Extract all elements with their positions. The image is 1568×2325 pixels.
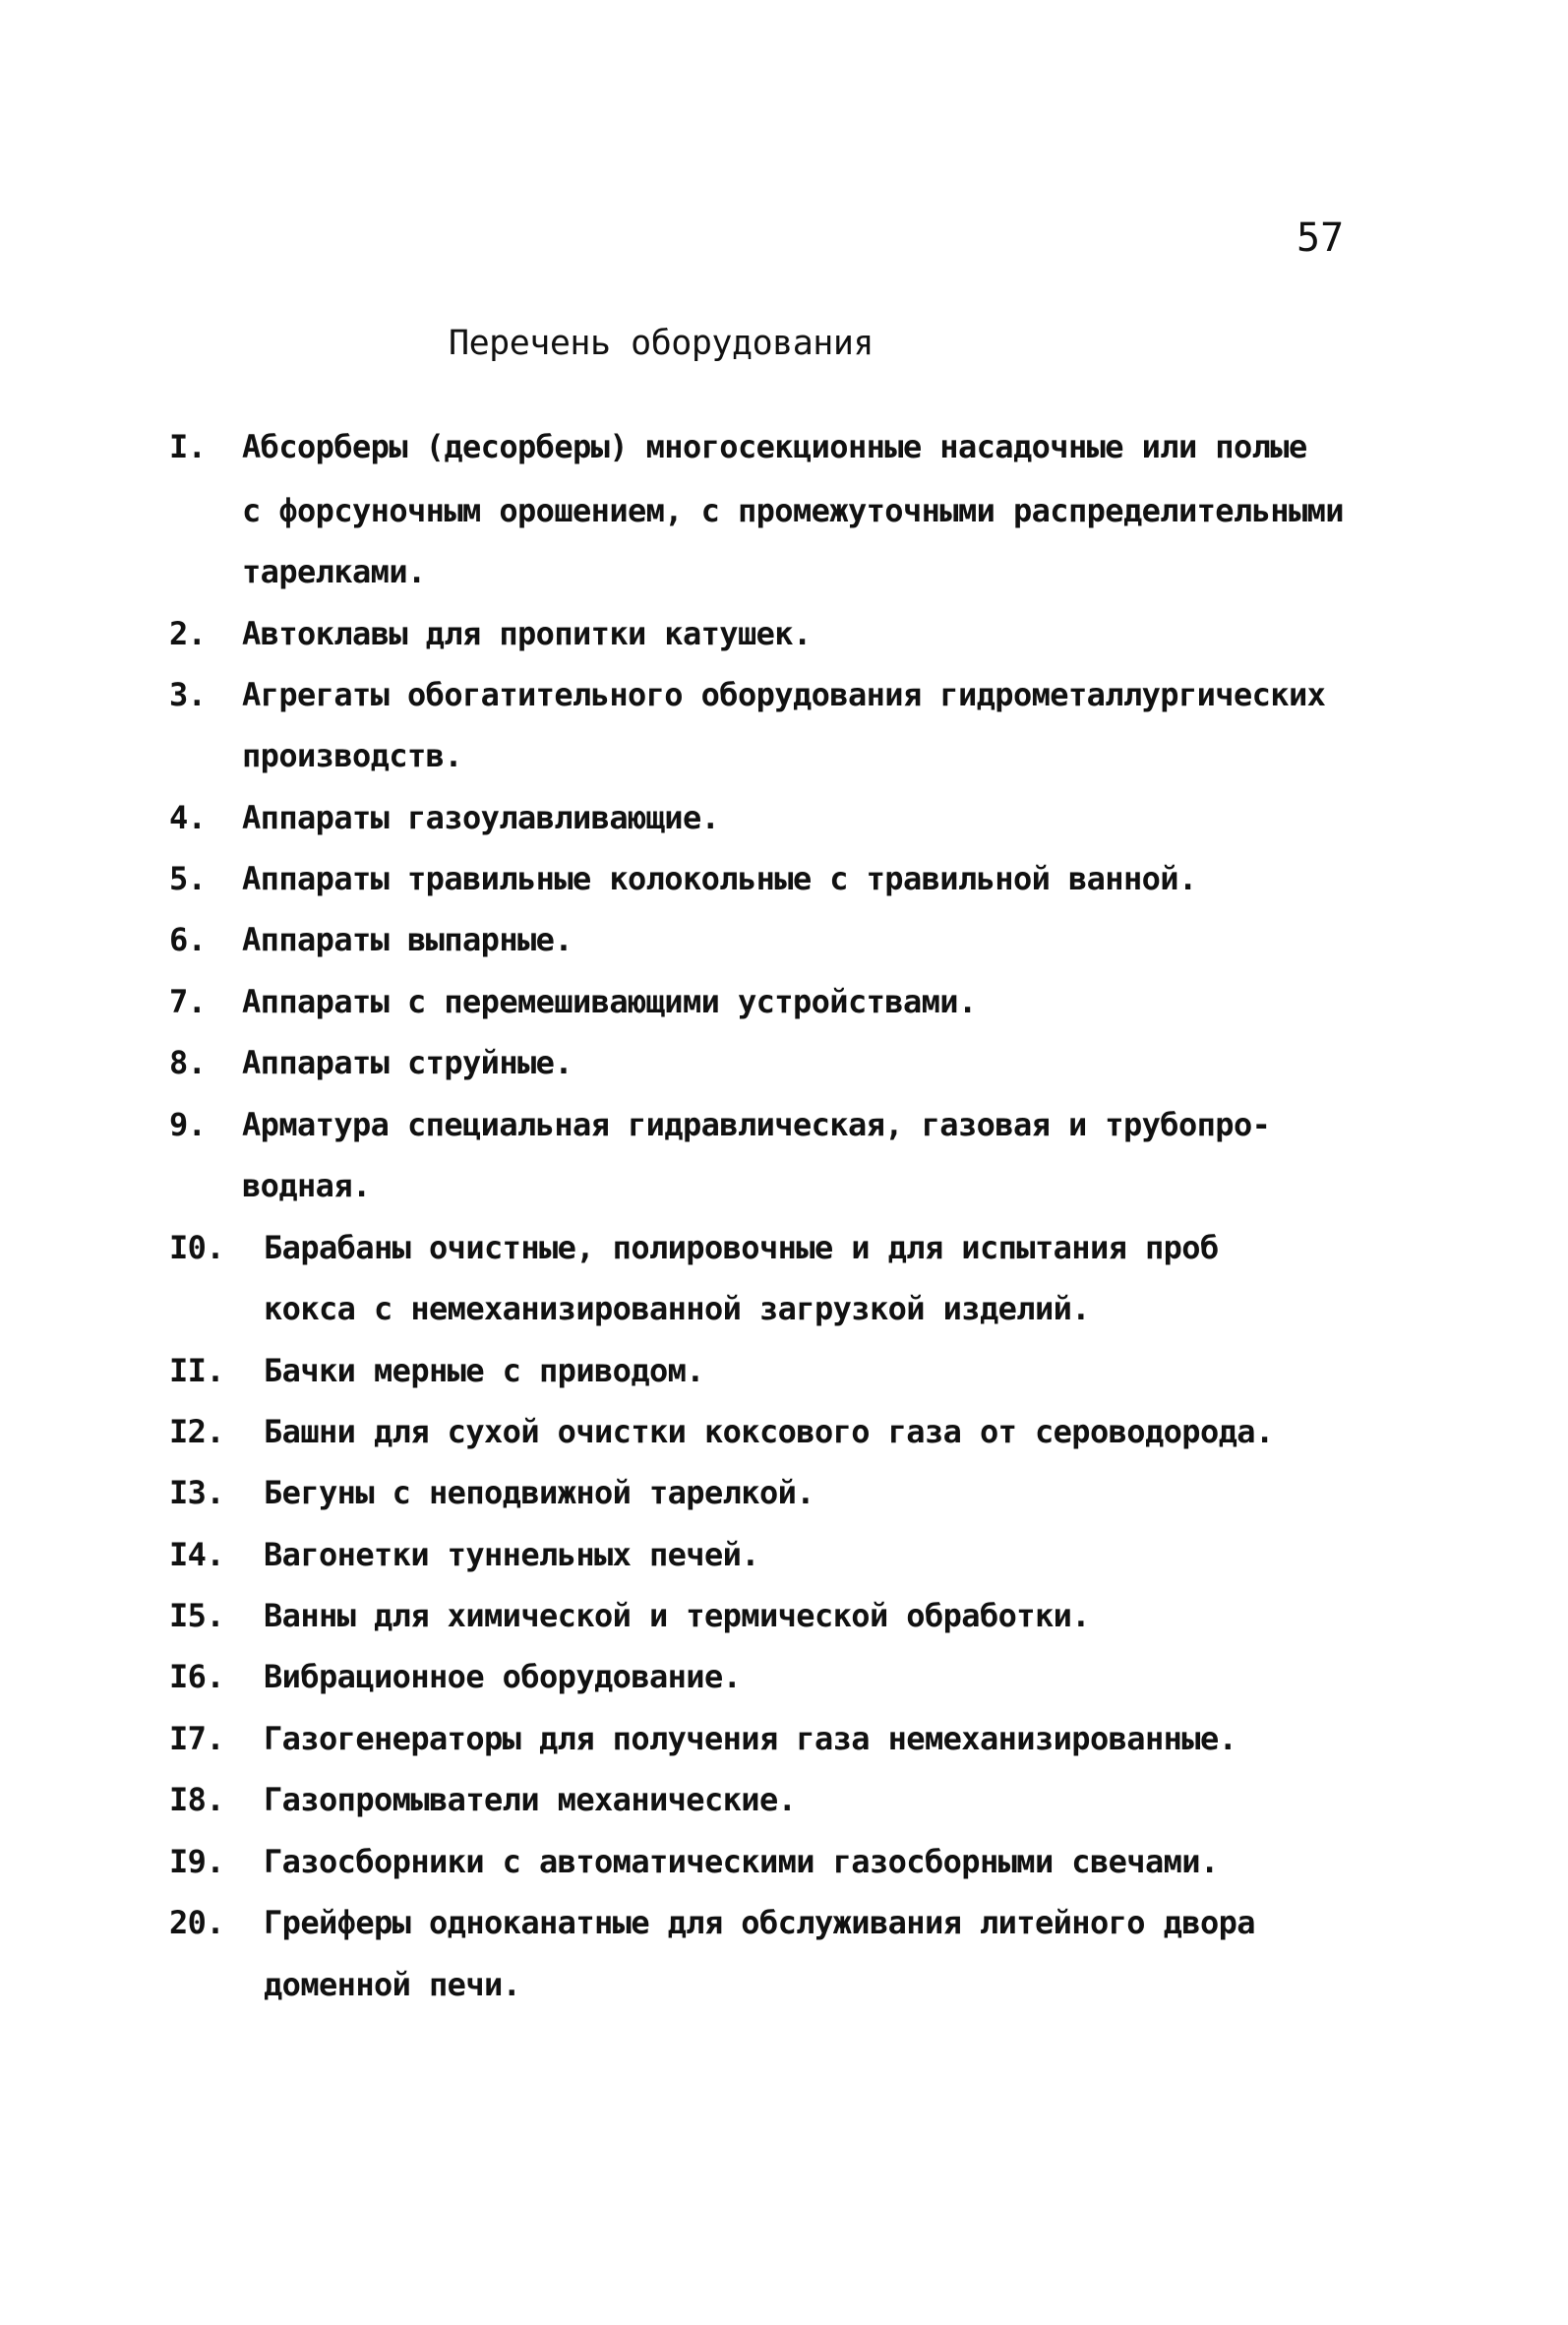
list-item-3 bbox=[169, 676, 1326, 713]
list-item-20 bbox=[169, 1904, 1255, 1941]
page-number: 57 bbox=[1297, 215, 1345, 261]
list-item-17 bbox=[169, 1720, 1237, 1757]
item-text: Автоклавы для пропитки катушек. bbox=[242, 615, 812, 652]
list-item-9 bbox=[169, 1106, 1271, 1143]
item-number: I7. bbox=[169, 1720, 224, 1757]
list-item-7 bbox=[169, 983, 977, 1020]
list-item-4 bbox=[169, 799, 720, 836]
list-item-2 bbox=[169, 615, 812, 652]
item-number: 6. bbox=[169, 921, 207, 958]
item-text: Бегуны с неподвижной тарелкой. bbox=[264, 1474, 814, 1511]
list-item-10 bbox=[169, 1229, 1219, 1266]
list-item-1 bbox=[169, 428, 1307, 465]
list-item-15 bbox=[169, 1597, 1090, 1634]
item-number: 20. bbox=[169, 1904, 224, 1941]
item-text: Газосборники с автоматическими газосборными свечами. bbox=[264, 1843, 1219, 1880]
list-item-16 bbox=[169, 1658, 742, 1695]
item-number: 3. bbox=[169, 676, 207, 713]
item-number: I. bbox=[169, 428, 207, 465]
item-text: Барабаны очистные, полировочные и для испытания проб bbox=[264, 1229, 1219, 1266]
item-number: 7. bbox=[169, 983, 207, 1020]
item-number: I8. bbox=[169, 1781, 224, 1818]
item-text: Агрегаты обогатительного оборудования гидрометаллургических bbox=[242, 676, 1326, 713]
item-number: I5. bbox=[169, 1597, 224, 1634]
list-item-11 bbox=[169, 1352, 704, 1389]
list-item-1-line-2: с форсуночным орошением, с промежуточными распределительными bbox=[242, 492, 1344, 529]
item-number: 2. bbox=[169, 615, 207, 652]
item-text: Бачки мерные с приводом. bbox=[264, 1352, 704, 1389]
item-text: Газопромыватели механические. bbox=[264, 1781, 797, 1818]
item-text: Вагонетки туннельных печей. bbox=[264, 1536, 759, 1573]
item-text: Аппараты выпарные. bbox=[242, 921, 573, 958]
item-number: II. bbox=[169, 1352, 224, 1389]
list-item-12 bbox=[169, 1413, 1274, 1450]
item-text: Аппараты газоулавливающие. bbox=[242, 799, 720, 836]
item-number: 9. bbox=[169, 1106, 207, 1143]
item-number: I0. bbox=[169, 1229, 224, 1266]
item-text: Грейферы одноканатные для обслуживания литейного двора bbox=[264, 1904, 1255, 1941]
item-number: I6. bbox=[169, 1658, 224, 1695]
list-item-19 bbox=[169, 1843, 1219, 1880]
item-text: Аппараты струйные. bbox=[242, 1044, 573, 1081]
list-item-9-line-2: водная. bbox=[242, 1167, 371, 1204]
item-text: Аппараты травильные колокольные с травильной ванной. bbox=[242, 860, 1197, 897]
item-text: Абсорберы (десорберы) многосекционные насадочные или полые bbox=[242, 428, 1307, 465]
list-item-14 bbox=[169, 1536, 759, 1573]
list-item-5 bbox=[169, 860, 1197, 897]
list-item-8 bbox=[169, 1044, 573, 1081]
item-text: Арматура специальная гидравлическая, газовая и трубопро- bbox=[242, 1106, 1271, 1143]
item-number: I3. bbox=[169, 1474, 224, 1511]
page-title: Перечень оборудования bbox=[449, 324, 874, 363]
list-item-13 bbox=[169, 1474, 814, 1511]
list-item-3-line-2: производств. bbox=[242, 737, 462, 774]
list-item-1-line-3: тарелками. bbox=[242, 553, 426, 590]
list-item-20-line-2: доменной печи. bbox=[264, 1966, 521, 2003]
item-text: Вибрационное оборудование. bbox=[264, 1658, 742, 1695]
item-text: Ванны для химической и термической обработки. bbox=[264, 1597, 1090, 1634]
list-item-10-line-2: кокса с немеханизированной загрузкой изделий. bbox=[264, 1290, 1090, 1327]
item-number: I4. bbox=[169, 1536, 224, 1573]
item-text: Аппараты с перемешивающими устройствами. bbox=[242, 983, 977, 1020]
item-text: Башни для сухой очистки коксового газа от сероводорода. bbox=[264, 1413, 1274, 1450]
item-number: 4. bbox=[169, 799, 207, 836]
item-text: Газогенераторы для получения газа немеханизированные. bbox=[264, 1720, 1237, 1757]
item-number: 8. bbox=[169, 1044, 207, 1081]
item-number: I2. bbox=[169, 1413, 224, 1450]
item-number: I9. bbox=[169, 1843, 224, 1880]
item-number: 5. bbox=[169, 860, 207, 897]
list-item-6 bbox=[169, 921, 573, 958]
list-item-18 bbox=[169, 1781, 797, 1818]
